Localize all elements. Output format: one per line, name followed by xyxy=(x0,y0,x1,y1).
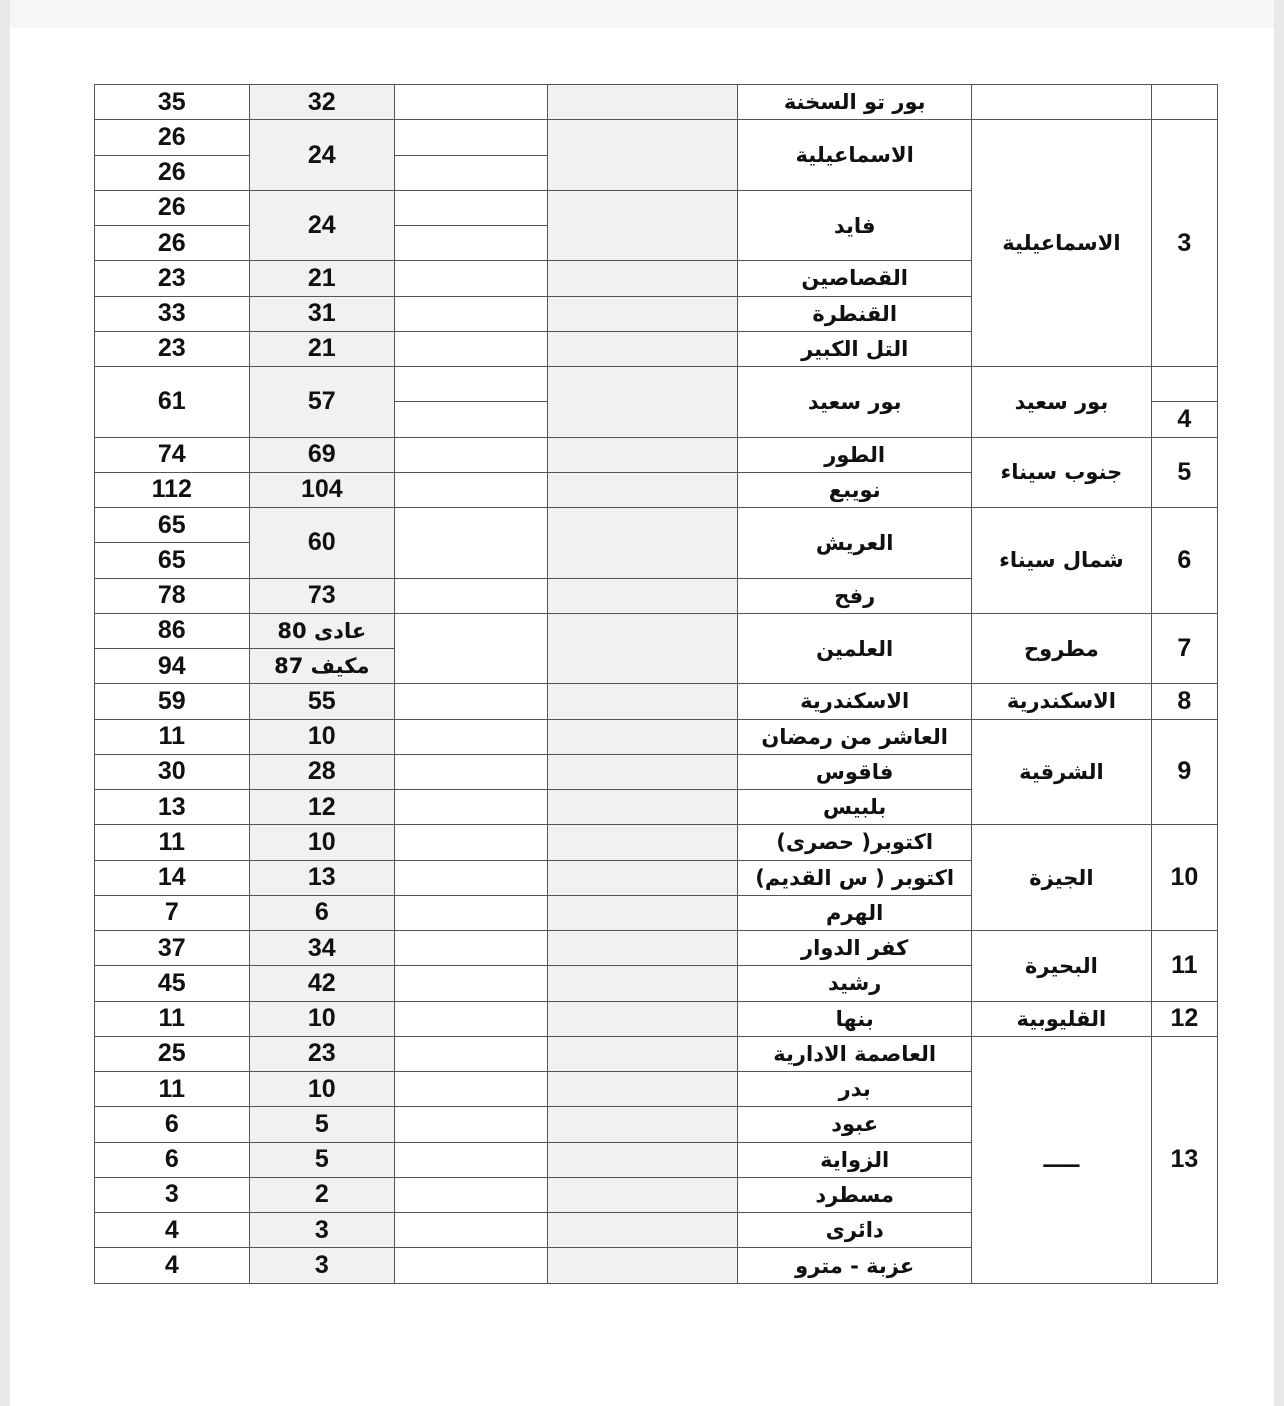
blank-cell xyxy=(395,508,548,579)
fare-new-cell: 25 xyxy=(95,1036,250,1071)
page-top-shade xyxy=(10,0,1274,28)
fare-old-cell: 80 عادى xyxy=(249,613,395,648)
blank-cell xyxy=(547,860,738,895)
station-cell: القصاصين xyxy=(738,261,972,296)
fare-old-cell: 34 xyxy=(249,931,395,966)
station-cell: الطور xyxy=(738,437,972,472)
blank-cell xyxy=(547,966,738,1001)
fare-old-cell: 28 xyxy=(249,754,395,789)
fare-new-cell: 30 xyxy=(95,754,250,789)
blank-cell xyxy=(395,85,548,120)
blank-cell xyxy=(395,367,548,402)
fare-new-cell: 6 xyxy=(95,1142,250,1177)
fare-old-cell: 5 xyxy=(249,1142,395,1177)
fare-old-cell: 104 xyxy=(249,472,395,507)
fare-old-cell: 69 xyxy=(249,437,395,472)
row-number-cell: 8 xyxy=(1151,684,1217,719)
blank-cell xyxy=(395,402,548,437)
fare-old-cell: 13 xyxy=(249,860,395,895)
station-cell: نويبع xyxy=(738,472,972,507)
row-number-cell: 13 xyxy=(1151,1036,1217,1283)
fare-new-cell: 23 xyxy=(95,331,250,366)
fare-old-cell: 87 مكيف xyxy=(249,649,395,684)
blank-cell xyxy=(395,931,548,966)
table-row xyxy=(95,508,1218,543)
blank-cell xyxy=(547,1107,738,1142)
blank-cell xyxy=(395,1107,548,1142)
blank-cell xyxy=(547,1248,738,1284)
fare-old-cell: 31 xyxy=(249,296,395,331)
station-cell: بلبيس xyxy=(738,790,972,825)
blank-cell xyxy=(547,296,738,331)
blank-cell xyxy=(395,1001,548,1036)
table-row xyxy=(95,931,1218,966)
fare-old-cell: 21 xyxy=(249,331,395,366)
blank-cell xyxy=(547,437,738,472)
station-cell: بدر xyxy=(738,1072,972,1107)
blank-cell xyxy=(395,719,548,754)
blank-cell xyxy=(395,1072,548,1107)
fare-new-cell: 112 xyxy=(95,472,250,507)
fare-new-cell: 11 xyxy=(95,825,250,860)
blank-cell xyxy=(1151,367,1217,402)
fare-old-cell: 3 xyxy=(249,1248,395,1284)
blank-cell xyxy=(395,226,548,261)
table-row xyxy=(95,120,1218,155)
row-number-cell: 6 xyxy=(1151,508,1217,614)
blank-cell xyxy=(395,684,548,719)
blank-cell xyxy=(547,578,738,613)
fare-old-cell: 10 xyxy=(249,825,395,860)
fare-old-cell: 23 xyxy=(249,1036,395,1071)
blank-cell xyxy=(547,1036,738,1071)
station-cell: العاصمة الادارية xyxy=(738,1036,972,1071)
fare-new-cell: 65 xyxy=(95,508,250,543)
fare-new-cell: 35 xyxy=(95,85,250,120)
fare-new-cell: 3 xyxy=(95,1177,250,1212)
blank-cell xyxy=(395,895,548,930)
fare-new-cell: 11 xyxy=(95,719,250,754)
fare-new-cell: 11 xyxy=(95,1001,250,1036)
station-cell: الزواية xyxy=(738,1142,972,1177)
fares-table xyxy=(94,84,1218,1284)
blank-cell xyxy=(547,613,738,684)
row-number-cell: 3 xyxy=(1151,120,1217,367)
blank-cell xyxy=(547,790,738,825)
fare-new-cell: 37 xyxy=(95,931,250,966)
fare-new-cell: 26 xyxy=(95,190,250,225)
blank-cell xyxy=(547,367,738,438)
blank-cell xyxy=(395,190,548,225)
fare-old-cell: 10 xyxy=(249,719,395,754)
station-cell: اكتوبر ( س القديم) xyxy=(738,860,972,895)
fare-new-cell: 13 xyxy=(95,790,250,825)
fare-old-cell: 24 xyxy=(249,190,395,261)
table-row xyxy=(95,367,1218,402)
station-cell: كفر الدوار xyxy=(738,931,972,966)
fare-old-cell: 21 xyxy=(249,261,395,296)
blank-cell xyxy=(547,1142,738,1177)
fare-new-cell: 86 xyxy=(95,613,250,648)
blank-cell xyxy=(395,754,548,789)
blank-cell xyxy=(547,825,738,860)
blank-cell xyxy=(547,508,738,579)
governorate-cell: الشرقية xyxy=(972,719,1152,825)
governorate-cell: جنوب سيناء xyxy=(972,437,1152,508)
fare-new-cell: 45 xyxy=(95,966,250,1001)
row-number-cell: 5 xyxy=(1151,437,1217,508)
fare-new-cell: 4 xyxy=(95,1213,250,1248)
blank-cell xyxy=(547,895,738,930)
fare-old-cell: 3 xyxy=(249,1213,395,1248)
fare-old-cell: 55 xyxy=(249,684,395,719)
blank-cell xyxy=(395,1142,548,1177)
blank-cell xyxy=(395,331,548,366)
fare-new-cell: 4 xyxy=(95,1248,250,1284)
governorate-cell: الاسماعيلية xyxy=(972,120,1152,367)
governorate-cell xyxy=(972,85,1152,120)
station-cell: التل الكبير xyxy=(738,331,972,366)
station-cell: مسطرد xyxy=(738,1177,972,1212)
blank-cell xyxy=(547,754,738,789)
station-cell: القنطرة xyxy=(738,296,972,331)
row-number-cell: 9 xyxy=(1151,719,1217,825)
governorate-cell: القليوبية xyxy=(972,1001,1152,1036)
station-cell: اكتوبر( حصرى) xyxy=(738,825,972,860)
blank-cell xyxy=(547,120,738,191)
fare-new-cell: 14 xyxy=(95,860,250,895)
fare-new-cell: 74 xyxy=(95,437,250,472)
blank-cell xyxy=(395,613,548,684)
blank-cell xyxy=(395,825,548,860)
blank-cell xyxy=(547,1072,738,1107)
fare-new-cell: 23 xyxy=(95,261,250,296)
blank-cell xyxy=(395,578,548,613)
document-page xyxy=(10,0,1274,1406)
fare-new-cell: 6 xyxy=(95,1107,250,1142)
row-number-cell: 12 xyxy=(1151,1001,1217,1036)
fare-new-cell: 11 xyxy=(95,1072,250,1107)
governorate-cell: البحيرة xyxy=(972,931,1152,1002)
blank-cell xyxy=(395,1177,548,1212)
station-cell: عبود xyxy=(738,1107,972,1142)
row-number-cell: 4 xyxy=(1151,402,1217,437)
station-cell: الاسكندرية xyxy=(738,684,972,719)
blank-cell xyxy=(395,790,548,825)
row-number-cell: 7 xyxy=(1151,613,1217,684)
blank-cell xyxy=(395,296,548,331)
table-row xyxy=(95,825,1218,860)
fare-new-cell: 65 xyxy=(95,543,250,578)
blank-cell xyxy=(547,1177,738,1212)
blank-cell xyxy=(395,437,548,472)
blank-cell xyxy=(547,472,738,507)
fare-new-cell: 26 xyxy=(95,120,250,155)
blank-cell xyxy=(547,261,738,296)
station-cell: بنها xyxy=(738,1001,972,1036)
table-row xyxy=(95,613,1218,648)
fare-old-cell: 73 xyxy=(249,578,395,613)
governorate-cell: مطروح xyxy=(972,613,1152,684)
table-row xyxy=(95,719,1218,754)
fare-old-cell: 5 xyxy=(249,1107,395,1142)
fare-old-cell: 32 xyxy=(249,85,395,120)
fare-old-cell: 60 xyxy=(249,508,395,579)
fare-old-cell: 24 xyxy=(249,120,395,191)
blank-cell xyxy=(547,190,738,261)
station-cell: بور تو السخنة xyxy=(738,85,972,120)
fare-new-cell: 78 xyxy=(95,578,250,613)
station-cell: عزبة - مترو xyxy=(738,1248,972,1284)
governorate-cell: الاسكندرية xyxy=(972,684,1152,719)
blank-cell xyxy=(395,1213,548,1248)
station-cell: العريش xyxy=(738,508,972,579)
blank-cell xyxy=(395,155,548,190)
fare-new-cell: 7 xyxy=(95,895,250,930)
fare-new-cell: 26 xyxy=(95,155,250,190)
station-cell: دائرى xyxy=(738,1213,972,1248)
governorate-cell: شمال سيناء xyxy=(972,508,1152,614)
blank-cell xyxy=(395,472,548,507)
governorate-cell: الجيزة xyxy=(972,825,1152,931)
station-cell: بور سعيد xyxy=(738,367,972,438)
fare-new-cell: 61 xyxy=(95,367,250,438)
blank-cell xyxy=(547,1213,738,1248)
row-number-cell xyxy=(1151,85,1217,120)
table-row xyxy=(95,1001,1218,1036)
station-cell: الاسماعيلية xyxy=(738,120,972,191)
row-number-cell: 11 xyxy=(1151,931,1217,1002)
fare-old-cell: 10 xyxy=(249,1072,395,1107)
table-row xyxy=(95,85,1218,120)
blank-cell xyxy=(547,684,738,719)
fare-old-cell: 12 xyxy=(249,790,395,825)
fare-old-cell: 2 xyxy=(249,1177,395,1212)
blank-cell xyxy=(547,1001,738,1036)
fare-new-cell: 94 xyxy=(95,649,250,684)
fare-old-cell: 57 xyxy=(249,367,395,438)
station-cell: فايد xyxy=(738,190,972,261)
station-cell: الهرم xyxy=(738,895,972,930)
station-cell: العاشر من رمضان xyxy=(738,719,972,754)
blank-cell xyxy=(395,1248,548,1284)
table-row xyxy=(95,684,1218,719)
fare-new-cell: 33 xyxy=(95,296,250,331)
blank-cell xyxy=(395,261,548,296)
blank-cell xyxy=(395,966,548,1001)
blank-cell xyxy=(547,931,738,966)
blank-cell xyxy=(547,719,738,754)
blank-cell xyxy=(395,860,548,895)
table-row xyxy=(95,1036,1218,1071)
blank-cell xyxy=(547,331,738,366)
station-cell: العلمين xyxy=(738,613,972,684)
row-number-cell: 10 xyxy=(1151,825,1217,931)
blank-cell xyxy=(395,120,548,155)
station-cell: رشيد xyxy=(738,966,972,1001)
fare-old-cell: 42 xyxy=(249,966,395,1001)
fare-new-cell: 26 xyxy=(95,226,250,261)
fare-new-cell: 59 xyxy=(95,684,250,719)
fare-old-cell: 6 xyxy=(249,895,395,930)
governorate-cell: ـــــ xyxy=(972,1036,1152,1283)
table-row xyxy=(95,437,1218,472)
blank-cell xyxy=(395,1036,548,1071)
fare-old-cell: 10 xyxy=(249,1001,395,1036)
station-cell: رفح xyxy=(738,578,972,613)
governorate-cell: بور سعيد xyxy=(972,367,1152,438)
station-cell: فاقوس xyxy=(738,754,972,789)
blank-cell xyxy=(547,85,738,120)
